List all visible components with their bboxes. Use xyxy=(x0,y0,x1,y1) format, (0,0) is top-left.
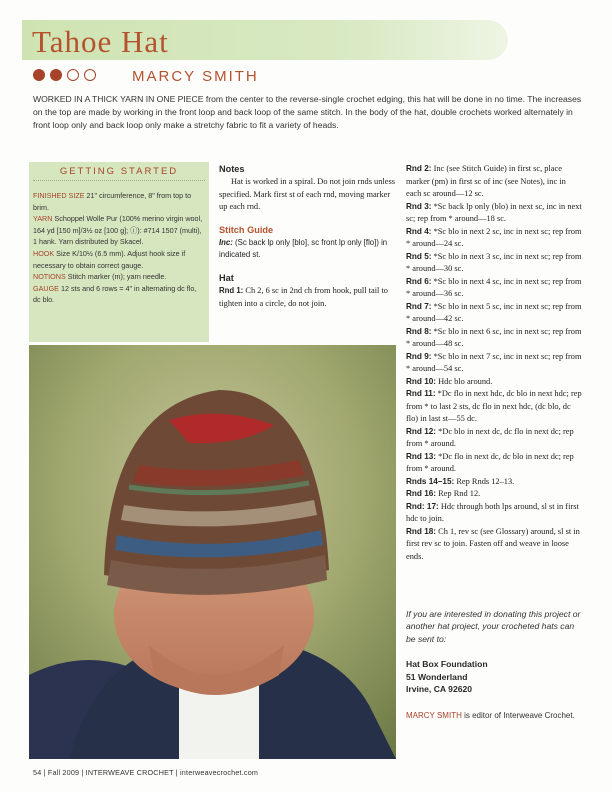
getting-started-list xyxy=(33,190,205,306)
round-item: Rnd 3: *Sc back lp only (blo) in next sc, inc in next sc; rep from * around—18 sc. xyxy=(406,201,582,223)
panel-divider xyxy=(33,180,205,181)
intro-paragraph: WORKED IN A THICK YARN IN ONE PIECE from the center to the reverse-single crochet edging, this hat will be done in no time. The increases on the top are made by working in the front loop and back loop of the same stitch. In the body of the hat, double crochets worked alternately in front loop only and back loop only make a stretchy fabric to fit a variety of heads. xyxy=(33,94,582,130)
skill-dot-filled xyxy=(50,69,62,81)
author-name: MARCY SMITH xyxy=(132,68,259,85)
round-item: Rnd 5: *Sc blo in next 3 sc, inc in next sc; rep from * around—30 sc. xyxy=(406,251,582,273)
spec-item: YARN Schoppel Wolle Pur (100% merino virgin wool, 164 yd [150 m]/3½ oz [100 g]; ⓘ): #714 1507 (multi), 1 hank. Yarn distributed by Skacel. xyxy=(33,214,203,247)
round-item: Rnds 14–15: Rep Rnds 12–13. xyxy=(406,476,515,486)
skill-level-indicator xyxy=(33,69,96,81)
hat-photo xyxy=(29,345,396,759)
round-item: Rnd 9: *Sc blo in next 7 sc, inc in next sc; rep from * around—54 sc. xyxy=(406,351,582,373)
address-city: Irvine, CA 92620 xyxy=(406,684,473,695)
hat-heading: Hat xyxy=(219,272,234,283)
author-bio: MARCY SMITH is editor of Interweave Crochet. xyxy=(406,711,575,720)
round-item: Rnd 6: *Sc blo in next 4 sc, inc in next sc; rep from * around—36 sc. xyxy=(406,276,582,298)
round-item: Rnd: 17: Hdc through both lps around, sl st in first hdc to join. xyxy=(406,501,579,523)
stitch-guide-text: Inc: (Sc back lp only [blo], sc front lp only [flo]) in indicated st. xyxy=(219,238,388,260)
notes-column xyxy=(219,163,395,320)
hat-photo-illustration xyxy=(29,345,396,759)
spec-item: NOTIONS Stitch marker (m); yarn needle. xyxy=(33,272,167,282)
round-item: Rnd 18: Ch 1, rev sc (see Glossary) around, sl st in first rev sc to join. Fasten off and weave in loose ends. xyxy=(406,526,580,561)
round-item: Rnd 12: *Dc blo in next dc, dc flo in next dc; rep from * around. xyxy=(406,426,574,448)
skill-dot-empty xyxy=(84,69,96,81)
rounds-list xyxy=(406,163,582,563)
spec-item: FINISHED SIZE 21" circumference, 8" from top to brim. xyxy=(33,191,192,212)
pattern-title: Tahoe Hat xyxy=(32,24,169,59)
page-footer: 54 | Fall 2009 | INTERWEAVE CROCHET | interweavecrochet.com xyxy=(33,768,259,777)
skill-dot-filled xyxy=(33,69,45,81)
round-item: Rnd 4: *Sc blo in next 2 sc, inc in next sc; rep from * around—24 sc. xyxy=(406,226,582,248)
getting-started-heading: GETTING STARTED xyxy=(59,166,179,177)
address-street: 51 Wonderland xyxy=(406,671,468,682)
skill-dot-empty xyxy=(67,69,79,81)
notes-heading: Notes xyxy=(219,164,245,174)
round-item: Rnd 2: Inc (see Stitch Guide) in first sc, place marker (pm) in first sc of inc (see Notes), inc in each sc around—12 sc. xyxy=(406,164,566,198)
spec-item: GAUGE 12 sts and 6 rows = 4" in alternating dc flo, dc blo. xyxy=(33,283,197,305)
donation-address xyxy=(406,658,586,696)
round-1: Rnd 1: Ch 2, 6 sc in 2nd ch from hook, pull tail to tighten into a circle, do not join. xyxy=(219,286,388,308)
donation-note: If you are interested in donating this project or another hat project, your crocheted hats can be sent to: xyxy=(406,609,581,644)
round-item: Rnd 13: *Dc flo in next dc, dc blo in next dc; rep from * around. xyxy=(406,451,574,473)
notes-text: Hat is worked in a spiral. Do not join rnds unless specified. Mark first st of each rnd, moving marker up each rnd. xyxy=(219,177,395,212)
address-org: Hat Box Foundation xyxy=(406,659,488,669)
round-item: Rnd 7: *Sc blo in next 5 sc, inc in next sc; rep from * around—42 sc. xyxy=(406,301,582,323)
round-item: Rnd 10: Hdc blo around. xyxy=(406,376,493,386)
round-item: Rnd 8: *Sc blo in next 6 sc, inc in next sc; rep from * around—48 sc. xyxy=(406,326,582,348)
stitch-guide-heading: Stitch Guide xyxy=(219,224,274,235)
round-item: Rnd 11: *Dc flo in next hdc, dc blo in next hdc; rep from * to last 2 sts, dc flo in next hdc, (dc blo, dc flo) in last st—55 dc. xyxy=(406,389,582,423)
spec-item: HOOK Size K/10½ (6.5 mm). Adjust hook size if necessary to obtain correct gauge. xyxy=(33,248,186,270)
round-item: Rnd 16: Rep Rnd 12. xyxy=(406,489,481,498)
